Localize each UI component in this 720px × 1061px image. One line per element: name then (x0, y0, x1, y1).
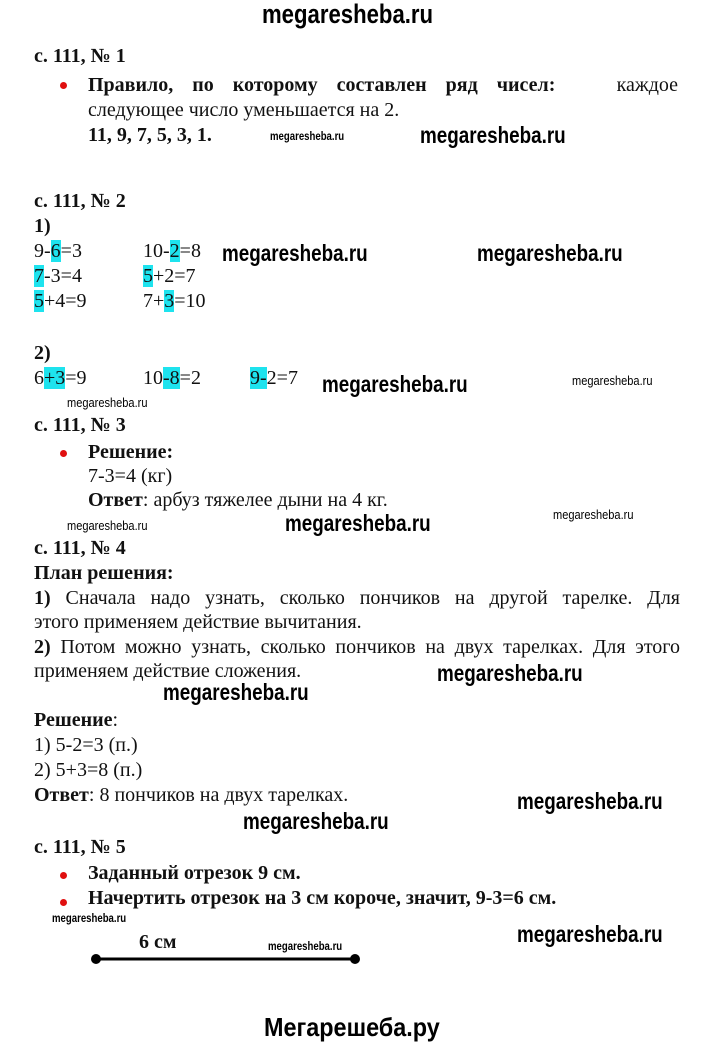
footer-site-title: Мегарешеба.ру (264, 1012, 440, 1042)
equation-part: =10 (174, 290, 206, 312)
equation (143, 289, 206, 313)
watermark: megaresheba.ru (270, 129, 345, 143)
task5-title: с. 111, № 5 (34, 836, 126, 858)
equation-part: -3=4 (44, 265, 82, 287)
watermark: megaresheba.ru (268, 939, 343, 953)
watermark: megaresheba.ru (67, 395, 148, 410)
equation (143, 366, 201, 390)
answer-text: : арбуз тяжелее дыни на 4 кг. (142, 489, 388, 511)
task2-title: с. 111, № 2 (34, 190, 126, 212)
watermark: megaresheba.ru (437, 660, 583, 686)
sequence: 11, 9, 7, 5, 3, 1. (88, 124, 212, 146)
answer (34, 783, 348, 807)
equation (34, 289, 87, 313)
equation-part: +4=9 (44, 290, 87, 312)
highlighted-answer: 2 (169, 240, 180, 262)
equation-part: =8 (179, 240, 201, 262)
equation-part: 10 (143, 367, 163, 389)
equation-part: 2=7 (266, 367, 298, 389)
bullet-icon (60, 82, 67, 89)
segment-endpoint (350, 954, 360, 964)
bullet-text: Заданный отрезок 9 см. (88, 862, 301, 884)
highlighted-answer: 9- (250, 367, 267, 389)
step-text: этого применяем действие вычитания. (34, 611, 362, 633)
task4-title: с. 111, № 4 (34, 537, 126, 559)
equation (143, 264, 196, 288)
equation (34, 264, 82, 288)
task1-rule (88, 73, 678, 97)
answer-label: Ответ (34, 784, 89, 806)
watermark: megaresheba.ru (222, 240, 368, 266)
calc: 7-3=4 (кг) (88, 465, 173, 487)
highlighted-answer: 6 (50, 240, 61, 262)
header-site-title: megaresheba.ru (262, 0, 434, 29)
watermark: megaresheba.ru (243, 808, 389, 834)
bullet-icon (60, 450, 67, 457)
equation-part: =9 (65, 367, 87, 389)
watermark: megaresheba.ru (420, 122, 566, 148)
highlighted-answer: 3 (164, 290, 175, 312)
solution-heading: Решение: (34, 709, 119, 731)
watermark: megaresheba.ru (517, 921, 663, 947)
equation-part: 7+ (143, 290, 165, 312)
step-text: применяем действие сложения. (34, 660, 302, 682)
highlighted-answer: 7 (34, 265, 44, 287)
equation (34, 366, 87, 390)
watermark: megaresheba.ru (52, 911, 127, 925)
equation (34, 239, 82, 263)
answer-text: : 8 пончиков на двух тарелках. (88, 784, 349, 806)
watermark: megaresheba.ru (517, 788, 663, 814)
solution-label: Решение: (88, 441, 174, 463)
bullet-icon (60, 899, 67, 906)
watermark: megaresheba.ru (163, 679, 309, 705)
part2-label: 2) (34, 342, 51, 364)
watermark: megaresheba.ru (477, 240, 623, 266)
step-num: 1) (34, 587, 51, 609)
equation-part: 6 (34, 367, 44, 389)
segment-endpoint (91, 954, 101, 964)
plan-step-1 (34, 586, 680, 610)
segment-diagram (88, 950, 368, 970)
highlighted-answer: -8 (163, 367, 180, 389)
bullet-icon (60, 872, 67, 879)
equation-part: 9- (34, 240, 51, 262)
task1-title: с. 111, № 1 (34, 45, 126, 67)
segment-label: 6 см (139, 931, 177, 953)
watermark: megaresheba.ru (285, 510, 431, 536)
task3-title: с. 111, № 3 (34, 414, 126, 436)
watermark: megaresheba.ru (322, 371, 468, 397)
plan-step-2 (34, 635, 680, 659)
equation-part: 10- (143, 240, 170, 262)
solution-step: 2) 5+3=8 (п.) (34, 759, 143, 781)
bullet-text: Начертить отрезок на 3 см короче, значит, 9-3=6 см. (88, 887, 557, 909)
equation-part: =3 (60, 240, 82, 262)
equation-part: =2 (179, 367, 201, 389)
equation (250, 366, 298, 390)
equation (143, 239, 201, 263)
step-num: 2) (34, 636, 51, 658)
answer-label: Ответ (88, 489, 143, 511)
part1-label: 1) (34, 215, 51, 237)
watermark: megaresheba.ru (572, 373, 653, 388)
solution-label: Решение (34, 709, 113, 731)
rule-bold: Правило, по которому составлен ряд чисел: (88, 74, 556, 96)
step-text: Потом можно узнать, сколько пончиков на двух тарелках. Для этого (60, 636, 681, 658)
equation-part: +2=7 (153, 265, 196, 287)
answer (88, 488, 388, 512)
step-text: Сначала надо узнать, сколько пончиков на другой тарелке. Для (65, 587, 680, 609)
solution-step: 1) 5-2=3 (п.) (34, 734, 138, 756)
plan-label: План решения: (34, 562, 174, 584)
highlighted-answer: 5 (34, 290, 44, 312)
watermark: megaresheba.ru (553, 507, 634, 522)
rule-line2: следующее число уменьшается на 2. (88, 99, 400, 121)
rule-tail: каждое (616, 74, 678, 96)
highlighted-answer: 5 (143, 265, 153, 287)
watermark: megaresheba.ru (67, 518, 148, 533)
highlighted-answer: +3 (44, 367, 66, 389)
